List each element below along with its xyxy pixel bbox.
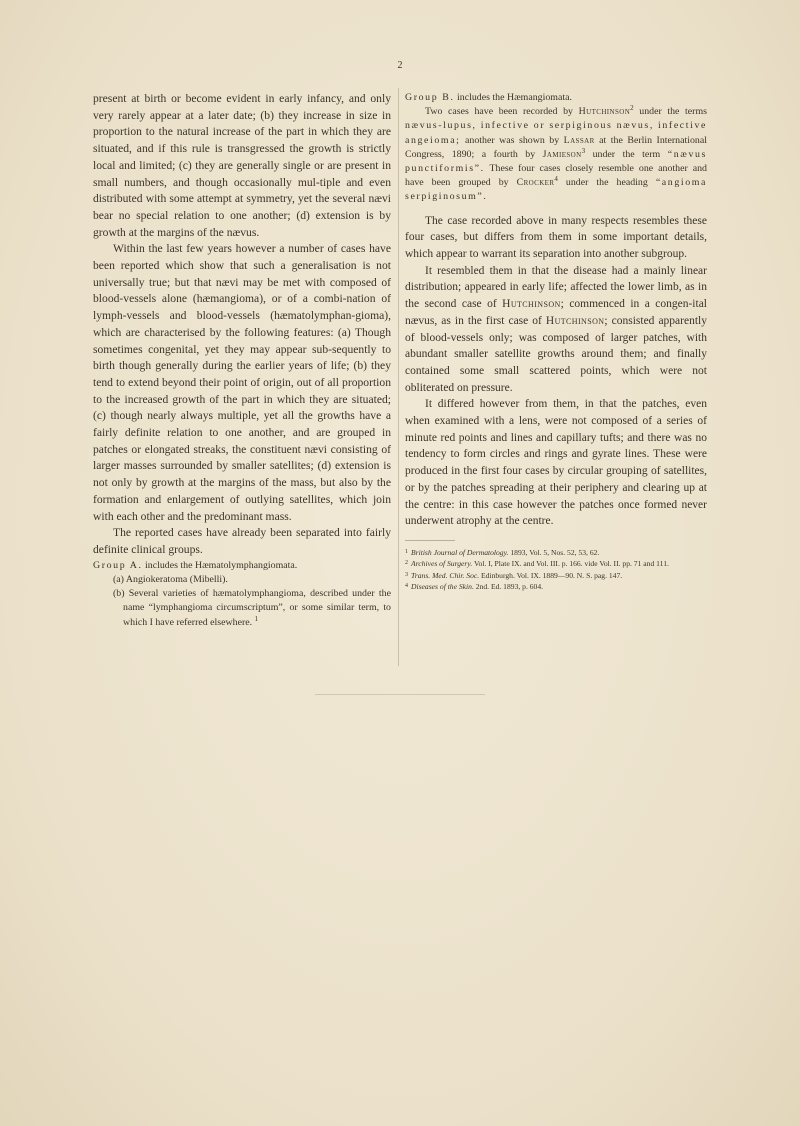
paragraph-group-b-cases	[405, 105, 707, 204]
paragraph-recent-cases: Within the last few years however a number of cases have been reported which show that such a generalisation is not universally true; but that nævi may be met with composed of blood-vessels alone (hæmangioma), or of a combi-nation of lymph-vessels and blood-vessels (hæmatolymphan-gioma), which are characterised by the following features: (a) Though sometimes congenital, yet they may appear sub-sequently to birth though generally during the earlier years of life; (b) they tend to extend beyond their point of origin, out of all proportion to the increased growth of the part in which they are situated; (c) though nearly always multiple, yet all the growths have a fairly definite relation to one another, and are grouped in patches or elongated streaks, the constituent nævi consisting of larger masses surrounded by smaller satellites; (d) extension is not only by growth at the margins of the mass, but also by the formation and enlargement of outlying satellites, which join with each other and the predominant mass.	[93, 242, 391, 523]
footnote-2	[405, 558, 707, 569]
text-run: under the terms	[633, 106, 707, 118]
text-run: at the Berlin International Congress, 1890; a fourth by	[405, 134, 707, 160]
author-lassar: Lassar	[563, 134, 595, 146]
author-hutchinson: Hutchinson	[502, 298, 561, 311]
paragraph-case-recorded: The case recorded above in many respects resembles these four cases, but differs from them in some important details, which appear to warrant its separation into another subgroup.	[405, 214, 707, 261]
footnotes	[405, 547, 707, 593]
right-column	[405, 91, 707, 593]
footnote-3	[405, 570, 707, 581]
footnote-text: 2nd. Ed. 1893, p. 604.	[473, 582, 544, 592]
footnote-number: 1	[405, 548, 408, 555]
author-jamieson: Jamieson	[542, 148, 582, 160]
group-a-text: includes the Hæmatolymphangiomata.	[142, 559, 298, 571]
footnote-number: 3	[405, 571, 408, 578]
text-run: under the term	[585, 148, 668, 160]
term-naevus-punctiformis: “nævus punctiformis”.	[405, 148, 707, 175]
group-a-heading	[93, 559, 391, 573]
group-a-list	[93, 573, 391, 630]
end-rule	[315, 694, 485, 695]
group-b-label: Group B.	[405, 92, 455, 103]
text-run: ; consisted apparently of blood-vessels only; was composed of larger patches, with abundant smaller satellite growths around them; and finally contained some small scattered points, which were not obliterated on pressure.	[405, 314, 707, 394]
text-run: These four cases closely resemble one another and have been grouped by	[405, 163, 707, 189]
footnote-ref-3: 3	[581, 146, 586, 155]
group-a-item-a: (a) Angiokeratoma (Mibelli).	[113, 573, 228, 585]
group-a-label: Group A.	[93, 559, 143, 571]
paragraph-groups: The reported cases have already been separated into fairly definite clinical groups.	[93, 526, 391, 556]
text-run: ; commenced in a congen-ital nævus, as in the first case of	[405, 298, 707, 327]
group-a-item-b-text: (b) Several varieties of hæmatolymphangioma, described under the name “lymphangioma circumscriptum”, or some similar term, to which I have referred elsewhere.	[113, 588, 391, 628]
group-b-text: includes the Hæmangiomata.	[454, 92, 572, 103]
group-b-heading	[405, 91, 707, 105]
paragraph-criteria: present at birth or become evident in early infancy, and only very rarely appear at a later date; (b) they increase in size in proportion to the natural increase of the part in which they are situated, and if this rule is transgressed the growth is strictly local and limited; (c) they are generally single or are present in small numbers, and though occasionally mul-tiple and even distributed with some attempt at symmetry, yet the several nævi bear no special relation to one another; (d) extension is by growth at the margins of the nævus.	[93, 92, 391, 239]
term-angioma-serpiginosum: “angioma serpiginosum”.	[405, 177, 707, 203]
footnote-rule	[405, 540, 455, 541]
paragraph-differed: It differed however from them, in that the patches, even when examined with a lens, were not composed of a series of minute red points and lines and capillary tufts; and there was no tendency to form circles and rings and gyrate lines. These were produced in the first four cases by circular grouping of satellites, or by the patches spreading at their periphery and clearing up at the centre: in this case however the patches once formed never underwent atrophy at the centre.	[405, 398, 707, 528]
footnote-1	[405, 547, 707, 558]
footnote-title: British Journal of Dermatology.	[411, 547, 509, 557]
group-a-item-b	[113, 587, 391, 630]
footnote-ref-4: 4	[554, 175, 558, 184]
footnote-title: Archives of Surgery.	[411, 559, 473, 569]
footnote-text: Edinburgh. Vol. IX. 1889—90. N. S. pag. 147.	[479, 570, 623, 580]
footnote-title: Diseases of the Skin.	[411, 582, 474, 592]
footnote-ref-1: 1	[254, 614, 259, 623]
spacer	[405, 205, 707, 213]
author-hutchinson: Hutchinson	[545, 314, 605, 327]
footnote-4	[405, 581, 707, 592]
footnote-ref-2: 2	[630, 104, 634, 113]
text-run: under the heading	[557, 177, 656, 189]
page-number: 2	[397, 60, 403, 71]
text-run: It resembled them in that the disease had a mainly linear distribution; appeared in early life; affected the lower limb, as in the second case of	[405, 264, 707, 311]
author-hutchinson: Hutchinson	[578, 106, 631, 118]
column-divider	[398, 88, 399, 666]
text-run: another was shown by	[460, 134, 564, 146]
footnote-number: 4	[405, 583, 408, 590]
term-naevus-lupus: nævus-lupus, infective or serpiginous nævus, infective angeioma;	[405, 120, 707, 146]
footnote-title: Trans. Med. Chir. Soc.	[411, 570, 480, 580]
footnote-text: Vol. I, Plate IX. and Vol. III. p. 166. vide Vol. II. pp. 71 and 111.	[472, 559, 669, 569]
footnote-number: 2	[405, 560, 408, 567]
left-column	[93, 91, 391, 630]
paragraph-resembled	[405, 263, 707, 397]
text-run: Two cases have been recorded by	[425, 106, 579, 118]
author-crocker: Crocker	[516, 177, 555, 189]
footnote-text: 1893, Vol. 5, Nos. 52, 53, 62.	[508, 547, 600, 557]
